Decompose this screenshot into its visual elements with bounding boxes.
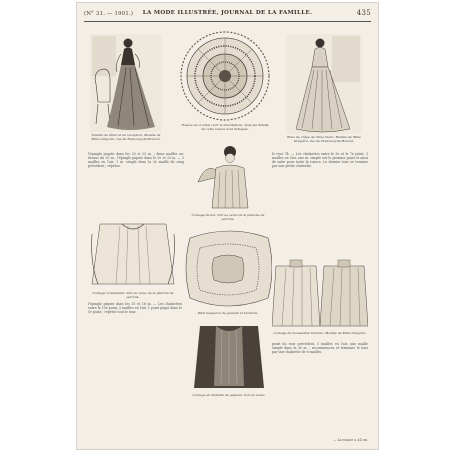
muslin-blouse-illustration — [272, 256, 368, 330]
magazine-page — [76, 2, 379, 450]
striped-dress-illustration — [286, 34, 362, 134]
journal-title: LA MODE ILLUSTRÉE, JOURNAL DE LA FAMILLE. — [142, 10, 313, 16]
ornamental-blouse-illustration — [90, 220, 176, 290]
text-column-left-top: l'épingle piquée dans les 20 et 25 m. ; deux mailles au-dessus du 20 m., l'épingle piquée dans le 20 et 25 m. — 5 mailles en l'air, 1 m. simple dans la 3e maille du rang précédent ; répétez. — [88, 152, 184, 169]
text-column-left-bottom: l'épingle piquée dans les 15 et 16 m. — Les chaînettes entre le 15e point, 5 mailles en l'air, 1 point piqué dans le 5e point ; répétez tout le tour. — [88, 302, 182, 315]
issue-number: (N° 31. — 1901.) — [84, 11, 134, 17]
gown-caption: Toilette de dîner et de réception. Modèle de Mme Grégoire, rue du Faubourg-St-Honoré. — [91, 133, 161, 141]
header-rule — [84, 21, 371, 22]
gown-illustration — [90, 34, 162, 132]
bodice-back-caption: Corsage en dentelle de guipure. Voir au verso. — [192, 393, 266, 397]
text-column-right-top: le tour 74. — Les chaînettes entre le 5e et le 7e point, 3 mailles en l'air, une m. simple sur le premier point et ainsi de suite pour toute la rosace. Le dernier tour se termine par une petite chaînette. — [272, 152, 368, 169]
page-header — [84, 9, 371, 19]
doily-caption: Rosace au crochet (voir la description). Tous les détails de cette rosace sont indiqués. — [181, 123, 269, 131]
text-column-right-bottom: point du tour précédent, 5 mailles en l'air, une maille simple dans la 3e m. ; recommencez et terminez le tour par une chaînette de 6 mailles. — [272, 342, 368, 355]
muslin-blouse-caption: Corsage de mousseline blanche. Modèle de Mme Grégoire. — [273, 331, 367, 335]
crochet-doily-illustration — [179, 30, 271, 122]
lace-doily-illustration — [184, 228, 272, 310]
ballgown-caption: Corsage de bal. Voir au verso de la planche de patrons. — [191, 213, 265, 221]
page-number: 435 — [356, 9, 371, 17]
lace-bodice-back-illustration — [192, 320, 266, 392]
ballgown-bodice-illustration — [194, 142, 262, 212]
ornamental-blouse-caption: Corsage ornemental. Voir au verso de la planche de patrons. — [92, 291, 174, 299]
striped-dress-caption: Robe de crêpe de chine blanc. Modèle de Mme Grégoire, rue du Faubourg-St-Honoré. — [287, 135, 361, 143]
footer-line: — La rosace a 24 cm. — [333, 438, 368, 442]
lace-doily-caption: Petit napperon de guipure et broderie. — [197, 311, 259, 315]
